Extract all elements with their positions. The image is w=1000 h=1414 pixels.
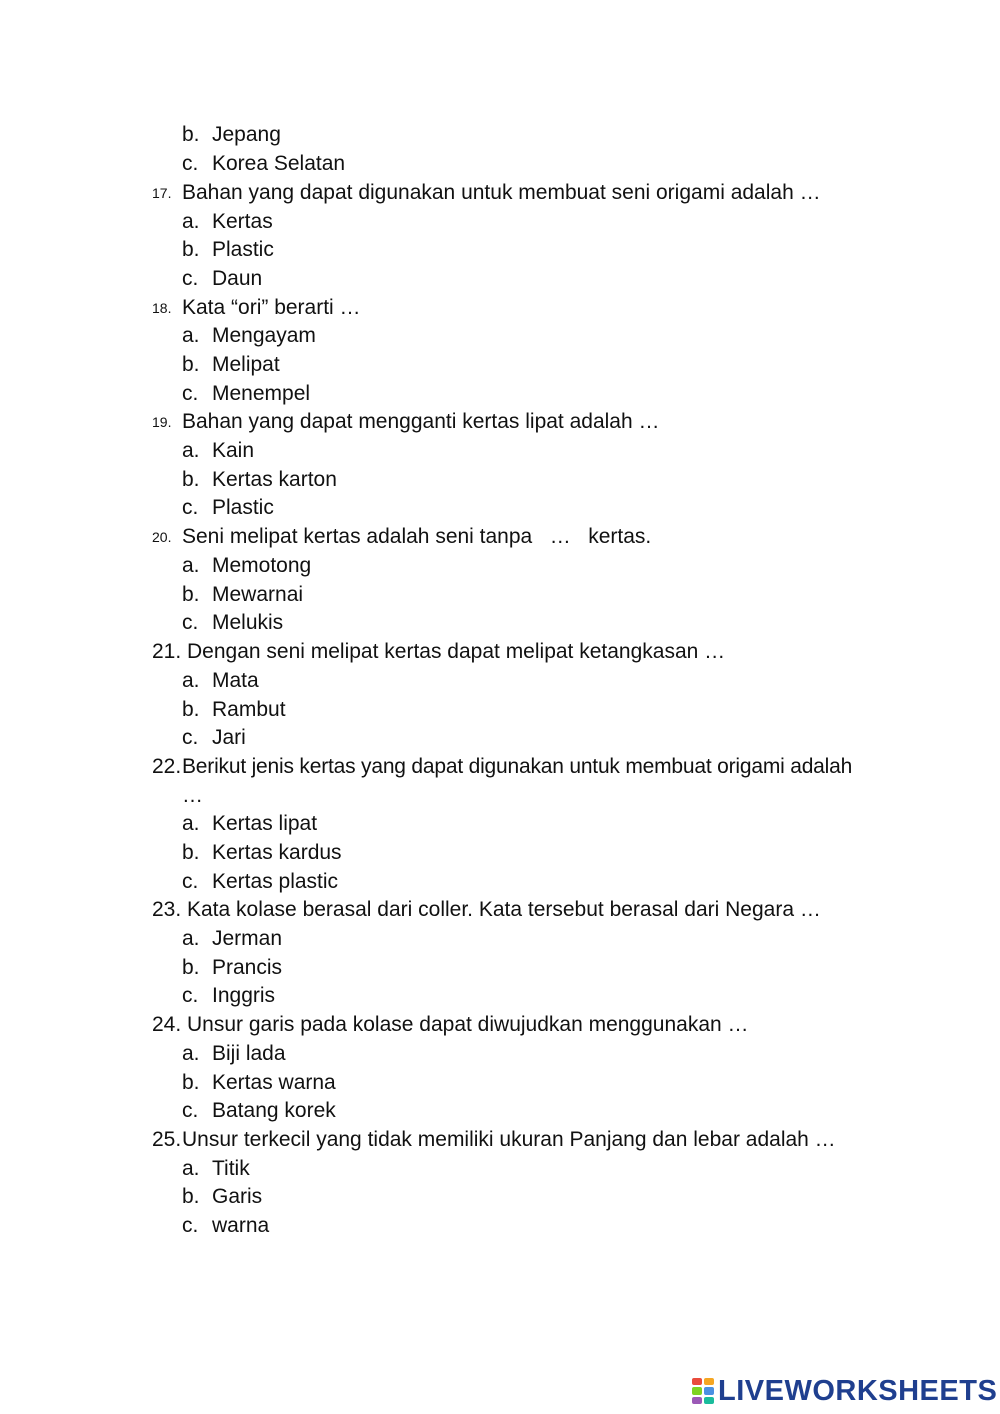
- option-text: Garis: [212, 1185, 263, 1208]
- question-number: 23.: [152, 898, 182, 921]
- question-number: 25.: [152, 1128, 182, 1151]
- option-text: Jari: [212, 726, 246, 749]
- question-text: Kata kolase berasal dari coller. Kata tersebut berasal dari Negara …: [187, 898, 821, 921]
- option-letter: a.: [182, 439, 200, 462]
- option-text: Kertas warna: [212, 1071, 336, 1094]
- question-text: Bahan yang dapat mengganti kertas lipat adalah …: [182, 410, 660, 433]
- question-text: Berikut jenis kertas yang dapat digunakan untuk membuat origami adalah: [182, 755, 853, 778]
- option-text: Plastic: [212, 496, 274, 519]
- question-number: 18.: [152, 300, 172, 316]
- option-text: Plastic: [212, 238, 274, 261]
- option-letter: b.: [182, 841, 200, 864]
- option-letter: a.: [182, 669, 200, 692]
- option-letter: c.: [182, 152, 199, 175]
- question-number: 24.: [152, 1013, 182, 1036]
- question-text: Dengan seni melipat kertas dapat melipat ketangkasan …: [187, 640, 726, 663]
- option-text: Batang korek: [212, 1099, 336, 1122]
- logo-square: [704, 1397, 714, 1404]
- option-text: Kertas karton: [212, 468, 337, 491]
- logo-text: LIVEWORKSHEETS: [718, 1374, 998, 1407]
- option-text: Jerman: [212, 927, 283, 950]
- logo-square: [692, 1378, 702, 1385]
- logo-square: [692, 1387, 702, 1394]
- option-letter: c.: [182, 382, 199, 405]
- question-number: 19.: [152, 414, 172, 430]
- option-letter: b.: [182, 1185, 200, 1208]
- option-letter: c.: [182, 611, 199, 634]
- question-text: Unsur terkecil yang tidak memiliki ukuran Panjang dan lebar adalah …: [182, 1128, 836, 1151]
- option-text: Inggris: [212, 984, 276, 1007]
- option-text: Kertas lipat: [212, 812, 318, 835]
- question-text-continued: …: [182, 784, 203, 807]
- option-text: Kain: [212, 439, 255, 462]
- question-text: Unsur garis pada kolase dapat diwujudkan menggunakan …: [187, 1013, 749, 1036]
- option-letter: b.: [182, 123, 200, 146]
- option-text: Korea Selatan: [212, 152, 346, 175]
- option-text: Mata: [212, 669, 259, 692]
- option-letter: a.: [182, 927, 200, 950]
- option-letter: c.: [182, 267, 199, 290]
- question-text: Seni melipat kertas adalah seni tanpa … kertas.: [182, 525, 652, 548]
- option-text: Kertas plastic: [212, 870, 339, 893]
- option-text: Prancis: [212, 956, 283, 979]
- option-letter: b.: [182, 698, 200, 721]
- option-letter: a.: [182, 324, 200, 347]
- question-number: 20.: [152, 529, 172, 545]
- option-text: Biji lada: [212, 1042, 286, 1065]
- option-letter: b.: [182, 583, 200, 606]
- option-text: Melipat: [212, 353, 280, 376]
- option-letter: a.: [182, 210, 200, 233]
- logo-square: [692, 1397, 702, 1404]
- logo-square: [704, 1387, 714, 1394]
- option-letter: a.: [182, 554, 200, 577]
- option-text: Kertas kardus: [212, 841, 342, 864]
- option-letter: c.: [182, 726, 199, 749]
- question-text: Kata “ori” berarti …: [182, 296, 361, 319]
- option-text: Kertas: [212, 210, 273, 233]
- option-letter: c.: [182, 1214, 199, 1237]
- option-letter: a.: [182, 1157, 200, 1180]
- option-letter: b.: [182, 1071, 200, 1094]
- option-text: Melukis: [212, 611, 284, 634]
- option-text: Mengayam: [212, 324, 316, 347]
- option-letter: b.: [182, 468, 200, 491]
- option-letter: b.: [182, 353, 200, 376]
- option-text: Daun: [212, 267, 263, 290]
- option-text: Menempel: [212, 382, 311, 405]
- option-letter: a.: [182, 1042, 200, 1065]
- question-text: Bahan yang dapat digunakan untuk membuat seni origami adalah …: [182, 181, 821, 204]
- option-letter: c.: [182, 1099, 199, 1122]
- question-number: 17.: [152, 185, 172, 201]
- option-text: Titik: [212, 1157, 250, 1180]
- option-letter: c.: [182, 984, 199, 1007]
- liveworksheets-logo-icon: [692, 1378, 714, 1404]
- option-letter: c.: [182, 870, 199, 893]
- option-text: Rambut: [212, 698, 286, 721]
- liveworksheets-logo[interactable]: [692, 1374, 997, 1408]
- option-text: warna: [212, 1214, 270, 1237]
- option-text: Memotong: [212, 554, 312, 577]
- option-letter: b.: [182, 238, 200, 261]
- question-number: 21.: [152, 640, 182, 663]
- option-letter: a.: [182, 812, 200, 835]
- question-number: 22.: [152, 755, 182, 778]
- option-text: Mewarnai: [212, 583, 304, 606]
- option-letter: c.: [182, 496, 199, 519]
- option-letter: b.: [182, 956, 200, 979]
- option-text: Jepang: [212, 123, 281, 146]
- logo-square: [704, 1378, 714, 1385]
